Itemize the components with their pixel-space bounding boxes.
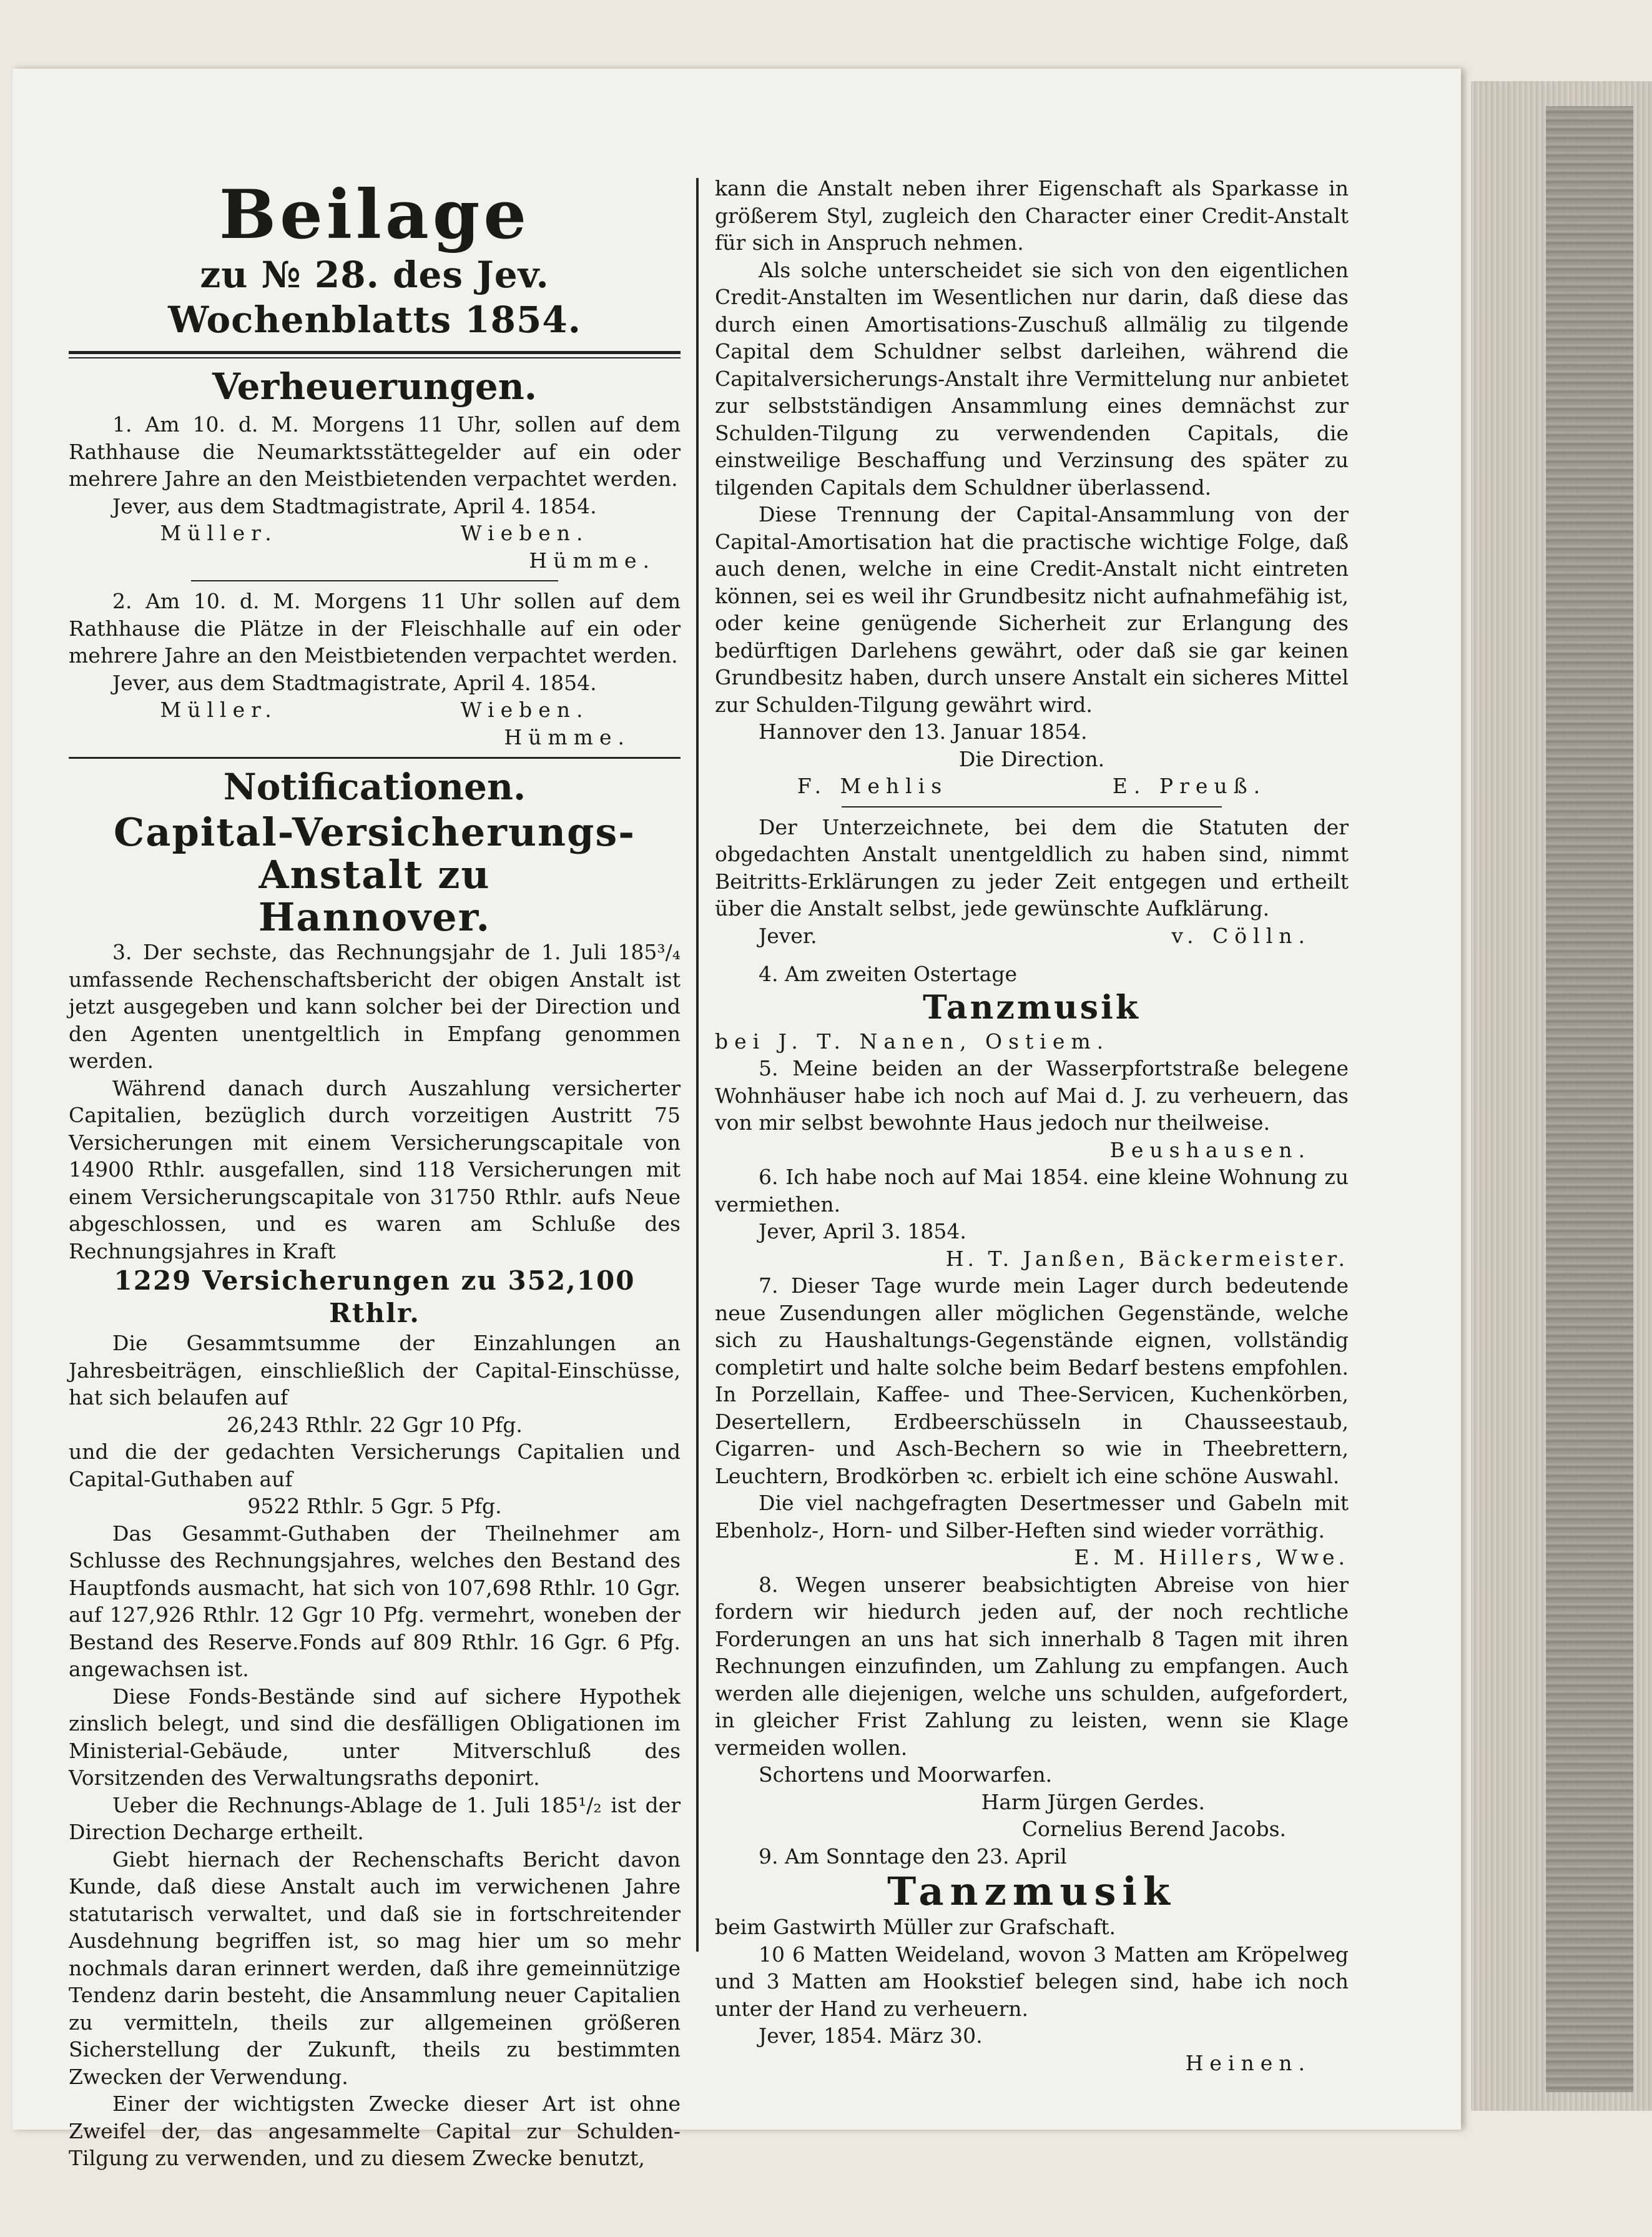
signature: Hümme. (529, 548, 656, 573)
notice-3-paragraph: Das Gesammt-Guthaben der Theilnehmer am Schlusse des Rechnungsjahres, welches den Bestand des Hauptfonds ausmacht, hat sich von 107,698 Rthlr. 10 Ggr. auf 127,926 Rthlr. 12 Ggr 10 Pfg. vermehrt, woneben der Bestand des Reserve.Fonds auf 809 Rthlr. 16 Ggr. 6 Pfg. angewachsen ist. (69, 1521, 681, 1681)
column-divider (696, 178, 699, 1952)
notice-2-signatures (69, 696, 681, 724)
divider (842, 806, 1222, 807)
notice-4-text: 4. Am zweiten Ostertage (759, 962, 1017, 986)
newspaper-page (12, 69, 1461, 2170)
signature: Beushausen. (1109, 1137, 1311, 1162)
signature: Müller. (160, 521, 278, 545)
notice-3-continued: Diese Trennung der Capital-Ansammlung von der Capital-Amortisation hat die practische wichtige Folge, daß auch denen, welche in eine Credit-Anstalt nicht eintreten können, sei es weil ihr Grundbesitz nicht aufnahmefähig ist, oder keine genügende Sicherheit zur Erlangung des bedürftigen Darlehens gewährt, oder daß sie gar keinen Grundbesitz haben, durch unsere Anstalt ein sicheres Mittel zur Schulden-Tilgung gewährt wird. (715, 502, 1349, 717)
notice-9-text: 9. Am Sonntage den 23. April (759, 1844, 1067, 1869)
notice-1-text: 1. Am 10. d. M. Morgens 11 Uhr, sollen auf dem Rathhause die Neumarktsstättegelder auf ein oder mehrere Jahre an den Meistbietenden verpachtet werden. (69, 412, 681, 491)
signature: F. Mehlis (797, 774, 948, 798)
notice-3-date: Hannover den 13. Januar 1854. (759, 719, 1088, 744)
notice-3-paragraph: Während danach durch Auszahlung versicherter Capitalien, bezüglich durch vorzeitigen Austritt 75 Versicherungen mit einem Versicherungscapitale von 14900 Rthlr. ausgefallen, sind 118 Versicherungen mit einem Versicherungscapitale von 31750 Rthlr. aufs Neue abgeschlossen, und es waren am Schluße des Rechnungsjahres in Kraft (69, 1075, 681, 1263)
notice-3-paragraph: Die Gesammtsumme der Einzahlungen an Jahresbeiträgen, einschließlich der Capital-Einschüsse, hat sich belaufen auf (69, 1331, 681, 1410)
signature: Wieben. (460, 521, 589, 545)
notice-9-heading: Tanzmusik (887, 1869, 1176, 1914)
verheuerungen-heading: Verheuerungen. (212, 365, 537, 408)
notice-4-heading: Tanzmusik (923, 988, 1141, 1027)
notice-2-text: 2. Am 10. d. M. Morgens 11 Uhr sollen auf dem Rathhause die Plätze in der Fleischhalle auf ein oder mehrere Jahre an den Meistbietenden verpachtet werden. (69, 589, 681, 668)
notice-1-signatures (69, 520, 681, 547)
signature: E. M. Hillers, Wwe. (1074, 1545, 1349, 1569)
agent-footer (715, 922, 1349, 950)
agent-place: Jever. (759, 923, 817, 948)
notice-3-paragraph: und die der gedachten Versicherungs Capitalien und Capital-Guthaben auf (69, 1439, 681, 1491)
notice-1-place: Jever, aus dem Stadtmagistrate, April 4. 1854. (112, 493, 597, 518)
right-column (715, 175, 1349, 2077)
capital-heading-line2: Hannover. (258, 894, 491, 940)
notice-3-paragraph: Ueber die Rechnungs-Ablage de 1. Juli 185¹/₂ ist der Direction Decharge ertheilt. (69, 1792, 681, 1844)
section-rule (69, 757, 681, 759)
notice-10-text: 10 6 Matten Weideland, wovon 3 Matten am Kröpelweg und 3 Matten am Hookstief belegen sind, habe ich noch unter der Hand zu verheuern. (715, 1942, 1349, 2021)
masthead-rule (69, 351, 681, 358)
notice-3-continued: kann die Anstalt neben ihrer Eigenschaft als Sparkasse in größerem Styl, zugleich den Character einer Credit-Anstalt für sich in Anspruch nehmen. (715, 176, 1349, 255)
notice-10-place: Jever, 1854. März 30. (759, 2023, 983, 2048)
notice-3-bold-line: 1229 Versicherungen zu 352,100 Rthlr. (114, 1265, 636, 1328)
book-cover-edge (1546, 106, 1633, 2092)
signature: Hümme. (504, 724, 631, 749)
signature: E. Preuß. (1112, 774, 1267, 798)
divider (191, 580, 558, 581)
notice-3-paragraph: Diese Fonds-Bestände sind auf sichere Hypothek zinslich belegt, und sind die desfälligen Obligationen im Ministerial-Gebäude, unter Mitverschluß des Vorsitzenden des Verwaltungsraths deponirt. (69, 1684, 681, 1790)
notice-3-paragraph: Einer der wichtigsten Zwecke dieser Art ist ohne Zweifel der, das angesammelte Capital zur Schulden-Tilgung zu verwenden, und zu diesem Zwecke benutzt, (69, 2091, 681, 2170)
notificationen-heading: Notificationen. (223, 766, 526, 808)
notice-7-text: Die viel nachgefragten Desertmesser und Gabeln mit Ebenholz-, Horn- und Silber-Heften sind wieder vorräthig. (715, 1491, 1349, 1543)
signature: Müller. (160, 698, 278, 722)
signature: v. Cölln. (1171, 923, 1311, 948)
notice-6-place: Jever, April 3. 1854. (759, 1219, 966, 1243)
notice-8-text: 8. Wegen unserer beabsichtigten Abreise von hier fordern wir hiedurch jeden auf, der noch rechtliche Forderungen an uns hat sich innerhalb 8 Tagen mit ihren Rechnungen einzufinden, um Zahlung zu empfangen. Auch werden alle diejenigen, welche uns schulden, aufgefordert, in gleicher Frist Zahlung zu leisten, wenn sie Klage vermeiden wollen. (715, 1572, 1349, 1760)
masthead-title: Beilage (219, 175, 531, 254)
notice-3-direction: Die Direction. (958, 746, 1105, 771)
signature: Cornelius Berend Jacobs. (1021, 1817, 1286, 1841)
capital-heading-line1: Capital-Versicherungs-Anstalt zu (113, 809, 636, 897)
agent-paragraph: Der Unterzeichnete, bei dem die Statuten der obgedachten Anstalt unentgeldlich zu haben sind, nimmt Beitritts-Erklärungen zu jeder Zeit entgegen und ertheilt über die Anstalt selbst, jede gewünschte Aufklärung. (715, 814, 1349, 921)
notice-3-paragraph: Giebt hiernach der Rechenschafts Bericht davon Kunde, daß diese Anstalt auch im verwichenen Jahre statutarisch verwaltet, und daß sie in fortschreitender Ausdehnung begriffen ist, so mag hier um so mehr nochmals daran erinnert werden, daß ihre gemeinnützige Tendenz darin besteht, die Ansammlung neuer Capitalien zu vermitteln, theils zur allgemeinen größeren Sicherstellung der Zukunft, theils zu bestimmten Zwecken der Verwendung. (69, 1847, 681, 2089)
notice-2-place: Jever, aus dem Stadtmagistrate, April 4. 1854. (112, 670, 597, 695)
notice-8-place: Schortens und Moorwarfen. (759, 1762, 1053, 1787)
notice-6-text: 6. Ich habe noch auf Mai 1854. eine kleine Wohnung zu vermiethen. (715, 1165, 1349, 1217)
signature: Harm Jürgen Gerdes. (981, 1789, 1205, 1814)
left-column (69, 175, 681, 2172)
notice-3-paragraph: 3. Der sechste, das Rechnungsjahr de 1. Juli 185³/₄ umfassende Rechenschaftsbericht der obigen Anstalt ist jetzt ausgegeben und kann solcher bei der Direction und den Agenten unentgeltlich in Empfang genommen werden. (69, 940, 681, 1073)
notice-7-text: 7. Dieser Tage wurde mein Lager durch bedeutende neue Zusendungen aller möglichen Gegenstände, welche sich zu Haushaltungs-Gegenstände eignen, vollständig completirt und halte solche beim Bedarf bestens empfohlen. In Porzellain, Kaffee- und Thee-Servicen, Kuchenkörben, Desertellern, Erdbeerschüsseln in Chausseestaub, Cigarren- und Asch-Bechern so wie in Theebrettern, Leuchtern, Brodkörben ꝛc. erbielt ich eine schöne Auswahl. (715, 1273, 1349, 1488)
signature: Wieben. (460, 698, 589, 722)
notice-9-host: beim Gastwirth Müller zur Grafschaft. (715, 1915, 1116, 1939)
notice-5-text: 5. Meine beiden an der Wasserpfortstraße belegene Wohnhäuser habe ich noch auf Mai d. J. zu verheuern, das von mir selbst bewohnte Haus jedoch nur theilweise. (715, 1056, 1349, 1135)
masthead-subtitle: zu № 28. des Jev. Wochenblatts 1854. (168, 254, 581, 341)
notice-3-figure: 9522 Rthlr. 5 Ggr. 5 Pfg. (247, 1494, 502, 1518)
notice-4-host: bei J. T. Nanen, Ostiem. (715, 1029, 1110, 1054)
notice-3-figure: 26,243 Rthlr. 22 Ggr 10 Pfg. (227, 1412, 523, 1437)
notice-3-continued: Als solche unterscheidet sie sich von den eigentlichen Credit-Anstalten im Wesentlichen nur darin, daß diese das durch einen Amortisations-Zuschuß allmälig zu tilgende Capital dem Schuldner selbst darleihen, während die Capitalversicherungs-Anstalt ihre Vermittelung nur anbietet zur selbstständigen Ansammlung eines demnächst zur Schulden-Tilgung zu verwendenden Capitals, die einstweilige Beschaffung und Verzinsung des später zu tilgenden Capitals dem Schuldner überlassend. (715, 257, 1349, 500)
signature: Heinen. (1185, 2050, 1311, 2075)
notice-3-signatures (715, 773, 1349, 800)
signature: H. T. Janßen, Bäckermeister. (945, 1246, 1349, 1271)
